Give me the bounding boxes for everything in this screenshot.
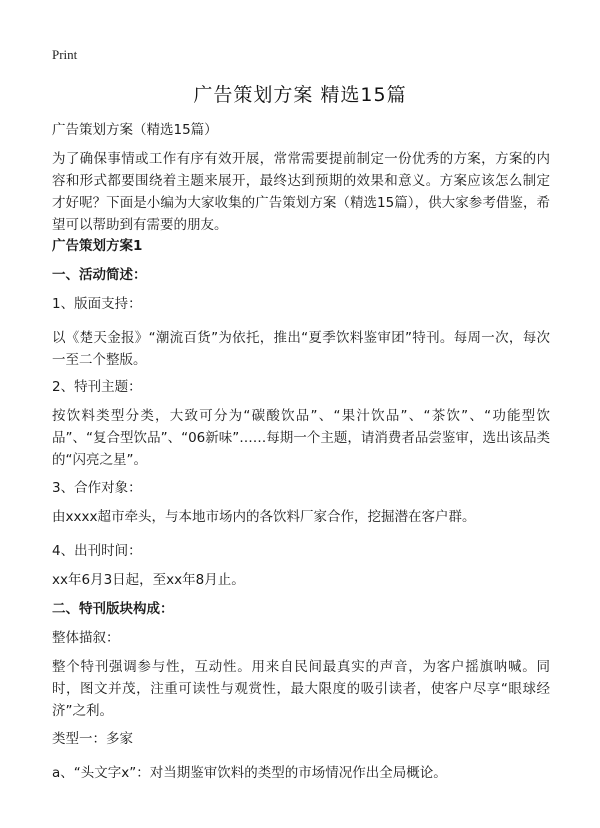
item-text-layout: 以《楚天金报》“潮流百货”为依托，推出“夏季饮料鉴审团”特刊。每周一次，每次一至二个整版。 xyxy=(52,330,550,368)
item-label-layout: 1、版面支持： xyxy=(52,296,142,312)
item-label-partner: 3、合作对象： xyxy=(52,480,142,496)
item-label-theme: 2、特刊主题： xyxy=(52,379,142,395)
item-text-theme: 按饮料类型分类，大致可分为“碳酸饮品”、“果汁饮品”、“茶饮”、“功能型饮品”、“复合型饮品”、“06新味”……每期一个主题，请消费者品尝鉴审，选出该品类的“闪亮之星”。 xyxy=(52,408,550,468)
overall-label: 整体描叙： xyxy=(52,630,120,646)
item-text-a: a、“头文字x”：对当期鉴审饮料的类型的市场情况作出全局概论。 xyxy=(52,765,447,781)
document-title: 广告策划方案 精选15篇 xyxy=(193,84,407,106)
plan-heading: 广告策划方案1 xyxy=(52,238,143,254)
type-label: 类型一：多家 xyxy=(52,731,133,747)
document-subtitle: 广告策划方案（精选15篇） xyxy=(52,122,218,138)
item-label-date: 4、出刊时间： xyxy=(52,543,142,559)
print-label: Print xyxy=(52,47,78,62)
intro-paragraph: 为了确保事情或工作有序有效开展，常常需要提前制定一份优秀的方案，方案的内容和形式都要围绕着主题来展开，最终达到预期的效果和意义。方案应该怎么制定才好呢？下面是小编为大家收集的广告策划方案（精选15篇），供大家参考借鉴，希望可以帮助到有需要的朋友。 xyxy=(52,151,550,233)
overall-paragraph: 整个特刊强调参与性，互动性。用来自民间最真实的声音，为客户摇旗呐喊。同时，图文并茂，注重可读性与观赏性，最大限度的吸引读者，使客户尽享“眼球经济”之利。 xyxy=(52,659,550,719)
section-heading-structure: 二、特刊版块构成： xyxy=(52,601,174,617)
item-text-date: xx年6月3日起，至xx年8月止。 xyxy=(52,572,245,588)
section-heading-activity: 一、活动简述： xyxy=(52,267,147,283)
item-text-partner: 由xxxx超市牵头，与本地市场内的各饮料厂家合作，挖掘潜在客户群。 xyxy=(52,509,476,525)
